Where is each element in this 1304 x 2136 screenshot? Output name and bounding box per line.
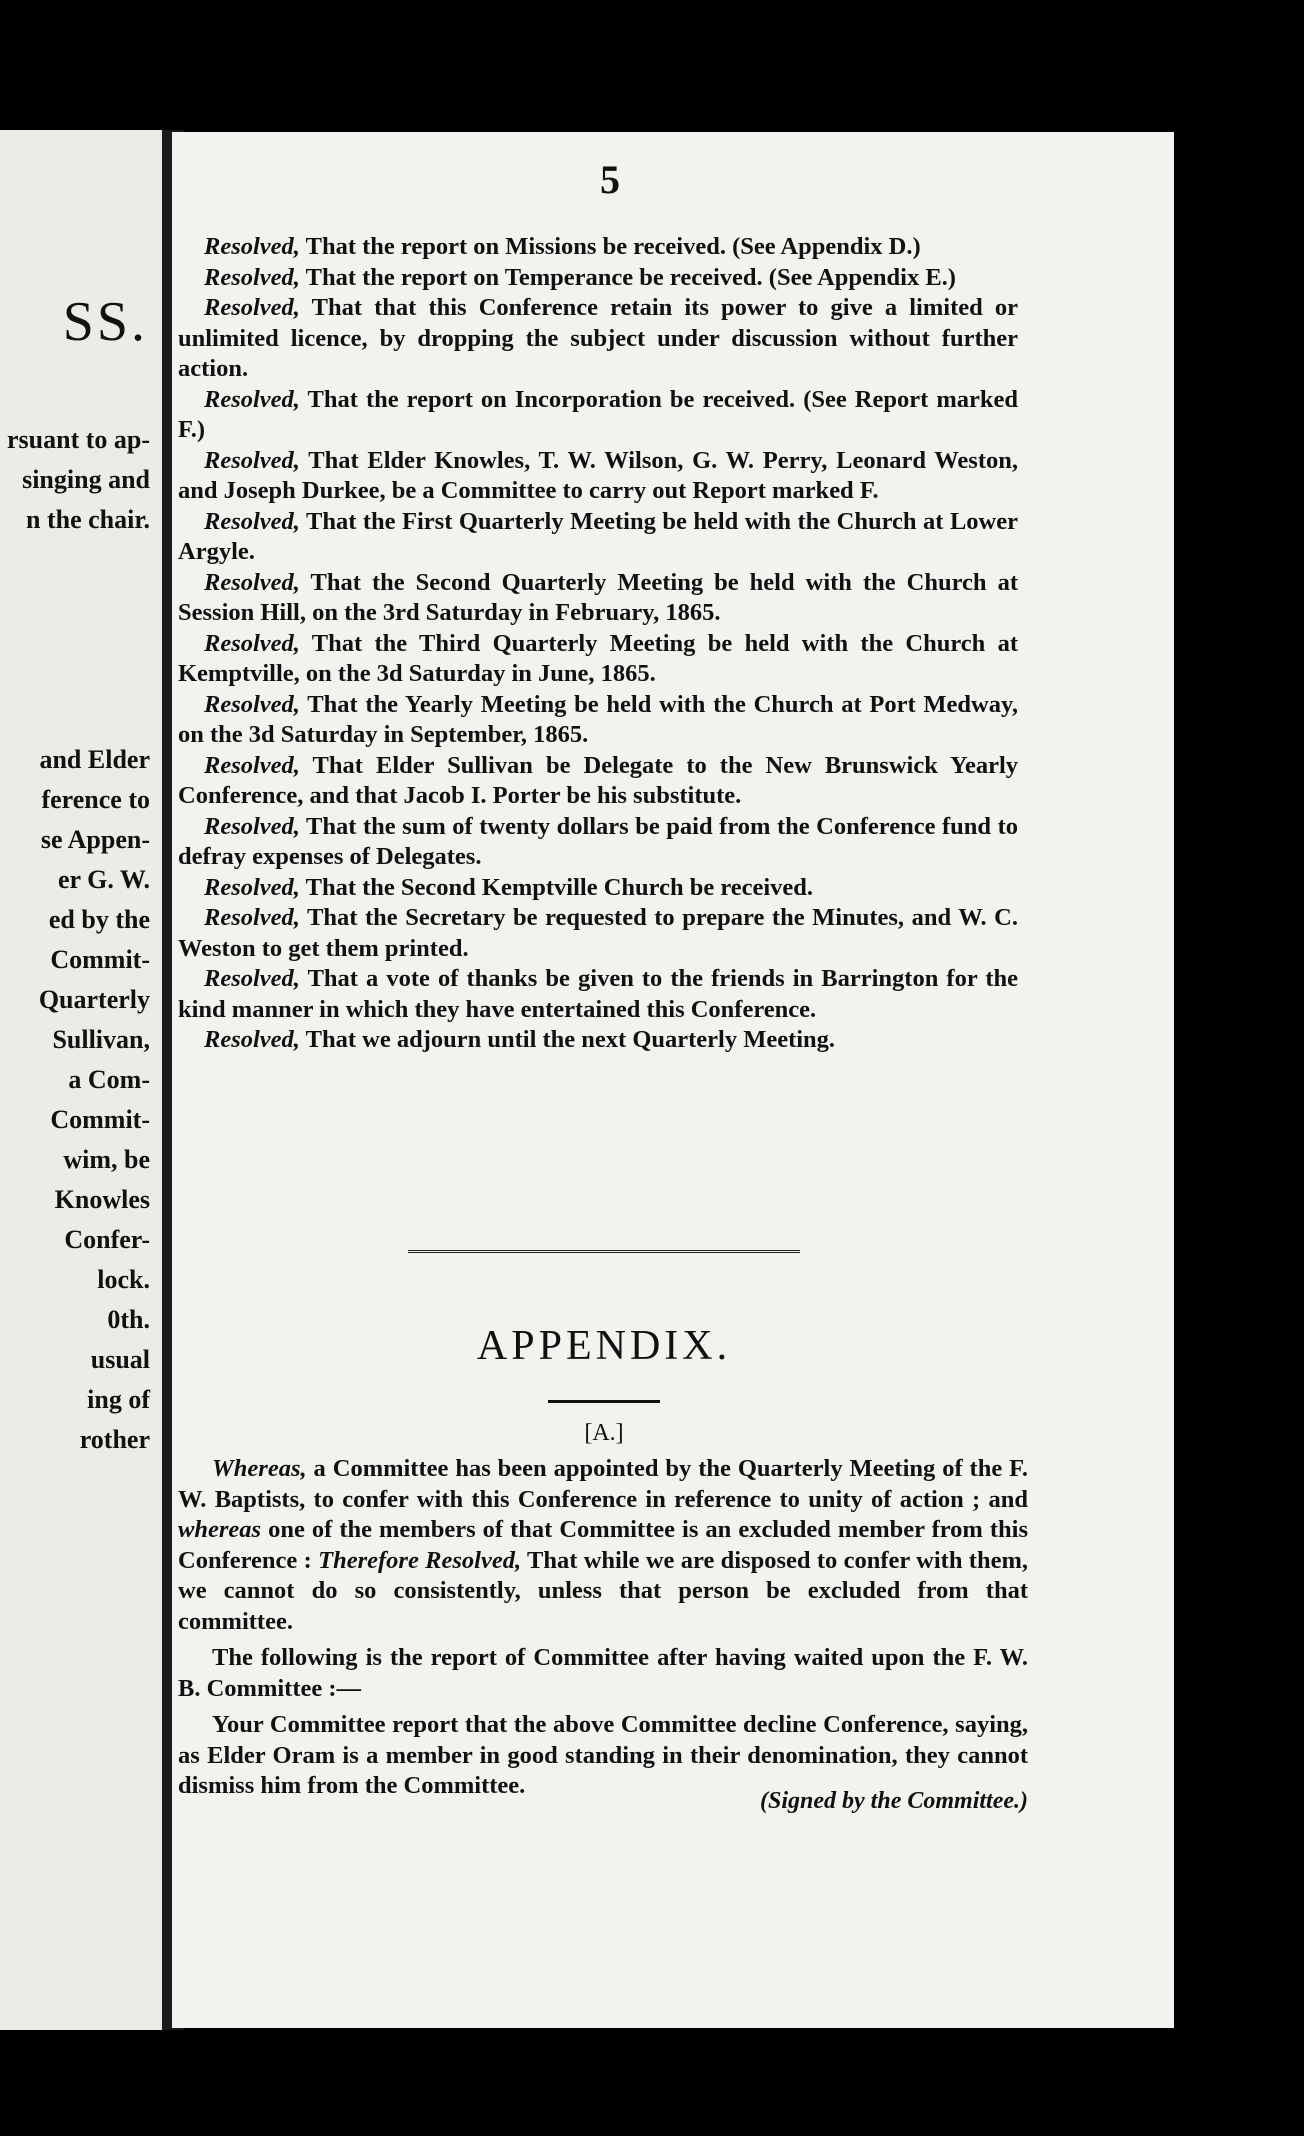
- therefore-resolved: Therefore Resolved,: [318, 1546, 522, 1574]
- resolved-label: Resolved,: [204, 446, 300, 474]
- left-page-line: Quarterly: [38, 985, 150, 1014]
- resolution-paragraph: [178, 751, 1018, 812]
- left-page-line: ed by the: [48, 905, 150, 934]
- left-page-line: n the chair.: [26, 505, 150, 534]
- left-page-lines: [0, 420, 150, 1460]
- main-page: [172, 132, 1174, 2028]
- resolution-text: That the report on Missions be received. (See Appendix D.): [299, 233, 921, 260]
- resolution-paragraph: [178, 507, 1018, 568]
- whereas-italic: whereas: [178, 1516, 262, 1543]
- resolution-paragraph: [178, 1025, 1018, 1056]
- appendix-title: APPENDIX.: [476, 1323, 732, 1369]
- resolution-paragraph: [178, 385, 1018, 446]
- resolution-paragraph: [178, 903, 1018, 964]
- resolved-label: Resolved,: [204, 690, 300, 718]
- left-page-line: ference to: [41, 785, 150, 814]
- signed-by-committee: (Signed by the Committee.): [760, 1788, 1028, 1814]
- left-page-line: Knowles: [54, 1185, 150, 1214]
- resolution-paragraph: [178, 812, 1018, 873]
- resolved-label: Resolved,: [204, 1026, 300, 1053]
- left-page-line: se Appen-: [40, 825, 150, 854]
- resolution-paragraph: [178, 568, 1018, 629]
- resolution-paragraph: [178, 964, 1018, 1025]
- left-page-line: rsuant to ap-: [6, 425, 150, 454]
- page-number: 5: [600, 157, 620, 202]
- resolved-label: Resolved,: [204, 385, 300, 413]
- resolved-label: Resolved,: [204, 904, 300, 931]
- resolution-text: That the sum of twenty dollars be paid from the Conference fund to defray expenses of Delegates.: [178, 812, 1018, 870]
- resolution-text: That the report on Incorporation be received. (See Report marked F.): [178, 385, 1018, 443]
- left-page-line: and Elder: [39, 745, 150, 774]
- resolution-paragraph: [178, 446, 1018, 507]
- resolution-paragraph: [178, 263, 1018, 294]
- left-page-line: [0, 660, 150, 700]
- resolution-text: That the Secretary be requested to prepare the Minutes, and W. C. Weston to get them printed.: [178, 904, 1018, 962]
- left-page-line: er G. W.: [58, 865, 150, 894]
- left-page-line: Commit-: [50, 1105, 150, 1134]
- left-page-fragment: [0, 130, 162, 2030]
- resolution-text: That Elder Knowles, T. W. Wilson, G. W. Perry, Leonard Weston, and Joseph Durkee, be a Committee to carry out Report marked F.: [178, 446, 1018, 504]
- left-page-line: usual: [90, 1345, 150, 1374]
- resolution-text: That the Second Quarterly Meeting be held with the Church at Session Hill, on the 3rd Saturday in February, 1865.: [178, 568, 1018, 626]
- left-page-line: wim, be: [63, 1145, 150, 1174]
- resolution-text: That the Yearly Meeting be held with the Church at Port Medway, on the 3d Saturday in September, 1865.: [178, 690, 1018, 748]
- resolved-label: Resolved,: [204, 812, 300, 840]
- resolution-text: That the First Quarterly Meeting be held with the Church at Lower Argyle.: [178, 507, 1018, 565]
- resolution-text: That we adjourn until the next Quarterly Meeting.: [299, 1026, 836, 1053]
- resolution-paragraph: [178, 232, 1018, 263]
- whereas-text-2: one of the members of that Committee is an excluded member from this Conference :: [178, 1516, 1028, 1574]
- left-page-line: [0, 580, 150, 620]
- resolution-text: That Elder Sullivan be Delegate to the New Brunswick Yearly Conference, and that Jacob I. Porter be his substitute.: [178, 751, 1018, 809]
- resolved-label: Resolved,: [204, 233, 300, 260]
- resolution-paragraph: [178, 629, 1018, 690]
- left-page-line: Confer-: [64, 1225, 150, 1254]
- whereas-text-1: a Committee has been appointed by the Quarterly Meeting of the F. W. Baptists, to confer with this Conference in reference to unity of action ; and: [178, 1455, 1028, 1513]
- resolution-text: That the Second Kemptville Church be received.: [299, 873, 814, 901]
- resolved-label: Resolved,: [204, 751, 300, 779]
- appendix-paragraph-report-intro: The following is the report of Committee after having waited upon the F. W. B. Committee :—: [178, 1644, 1028, 1702]
- resolution-text: That the Third Quarterly Meeting be held with the Church at Kemptville, on the 3d Saturday in June, 1865.: [178, 629, 1018, 687]
- appendix-paragraph-whereas: [178, 1454, 1028, 1637]
- resolved-label: Resolved,: [204, 507, 300, 535]
- left-page-line: a Com-: [68, 1065, 150, 1094]
- resolved-label: Resolved,: [204, 629, 300, 657]
- whereas-text-3: That while we are disposed to confer with them, we cannot do so consistently, unless that person be excluded from that committee.: [178, 1546, 1028, 1635]
- resolution-text: That a vote of thanks be given to the friends in Barrington for the kind manner in which they have entertained this Conference.: [178, 965, 1018, 1023]
- resolved-label: Resolved,: [204, 294, 300, 321]
- left-page-line: singing and: [22, 465, 150, 494]
- left-page-line: lock.: [97, 1265, 150, 1294]
- resolved-label: Resolved,: [204, 965, 300, 992]
- left-page-line: [0, 700, 150, 740]
- resolved-label: Resolved,: [204, 263, 300, 291]
- resolution-text: That that this Conference retain its power to give a limited or unlimited licence, by dropping the subject under discussion without further action.: [178, 294, 1018, 382]
- left-page-line: 0th.: [107, 1305, 150, 1334]
- appendix-section-label: [A.]: [584, 1420, 624, 1446]
- resolution-paragraph: [178, 293, 1018, 385]
- left-page-line: Sullivan,: [52, 1025, 150, 1054]
- resolution-text: That the report on Temperance be received. (See Appendix E.): [299, 263, 956, 291]
- appendix-paragraph-committee-report: Your Committee report that the above Committee decline Conference, saying, as Elder Oram is a member in good standing in their denomination, they cannot dismiss him from the Committee.: [178, 1711, 1028, 1799]
- resolved-label: Resolved,: [204, 568, 300, 596]
- title-rule: [548, 1400, 660, 1403]
- resolution-paragraph: [178, 873, 1018, 904]
- appendix-body: [178, 1454, 1028, 1808]
- left-page-line: rother: [79, 1425, 150, 1454]
- left-page-line: [0, 540, 150, 580]
- section-divider: [408, 1250, 800, 1253]
- left-page-line: Commit-: [50, 945, 150, 974]
- resolved-label: Resolved,: [204, 873, 300, 901]
- whereas-lead: Whereas,: [212, 1455, 307, 1482]
- resolutions-list: [178, 232, 1018, 1056]
- resolution-paragraph: [178, 690, 1018, 751]
- left-page-heading: SS.: [62, 291, 148, 353]
- left-page-line: [0, 620, 150, 660]
- left-page-line: ing of: [87, 1385, 150, 1414]
